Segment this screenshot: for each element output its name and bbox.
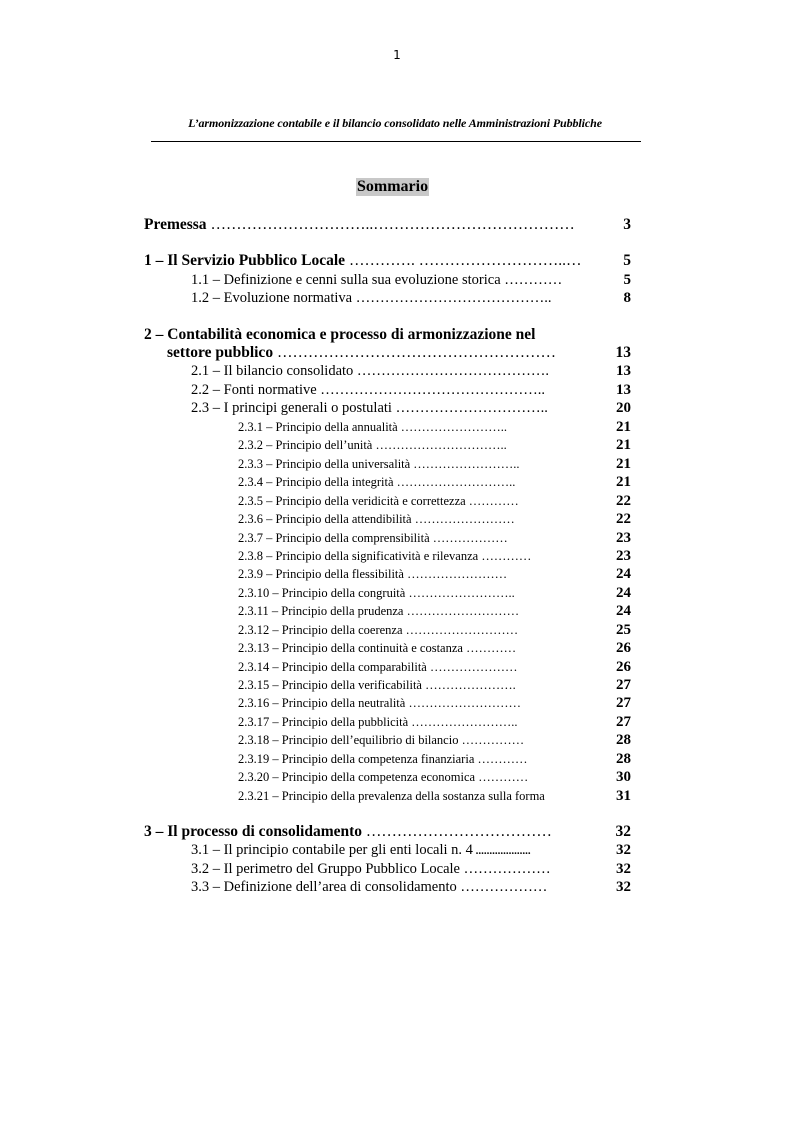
toc-entry-leader: ……………………………………………… xyxy=(273,344,556,361)
toc-entry-1-1[interactable] xyxy=(0,271,794,289)
toc-entry-text: 3 – Il processo di consolidamento xyxy=(144,823,363,840)
toc-entry-3-2[interactable] xyxy=(0,860,794,878)
toc-entry-text: 2.3.19 – Principio della competenza finanziaria ………… xyxy=(238,752,528,766)
toc-entry-text: 2.3 – I principi generali o postulati ………………………….. xyxy=(191,400,548,416)
page-number: 1 xyxy=(393,48,401,62)
toc-entry-page: 3 xyxy=(623,216,631,233)
toc-entry-2-3-20[interactable] xyxy=(0,768,794,786)
toc-entry-2-3-18[interactable] xyxy=(0,731,794,749)
toc-entry-page: 8 xyxy=(623,290,631,306)
toc-entry-text: 2.2 – Fonti normative ……………………………………….. xyxy=(191,382,546,398)
toc-entry-page: 30 xyxy=(616,769,631,785)
toc-entry-leader: …………………………..………………………………… xyxy=(206,216,575,233)
toc-entry-text: 2.3.5 – Principio della veridicità e correttezza ………… xyxy=(238,494,519,508)
toc-entry-text: 2.3.14 – Principio della comparabilità ………………… xyxy=(238,660,518,674)
toc-entry-text: 1 – Il Servizio Pubblico Locale xyxy=(144,252,346,269)
toc-entry-text: 3.2 – Il perimetro del Gruppo Pubblico Locale ……………… xyxy=(191,861,551,877)
toc-entry-text: 2.3.13 – Principio della continuità e costanza ………… xyxy=(238,641,517,655)
toc-entry-page: 5 xyxy=(623,252,631,269)
toc-entry-2-3-4[interactable] xyxy=(0,473,794,491)
toc-entry-page: 25 xyxy=(616,622,631,638)
toc-entry-page: 27 xyxy=(616,714,631,730)
toc-entry-2-3-19[interactable] xyxy=(0,750,794,768)
toc-entry-leader: .................... xyxy=(472,845,531,857)
toc-entry-2-3-16[interactable] xyxy=(0,694,794,712)
toc-entry-leader: ……………………………… xyxy=(362,823,552,840)
toc-entry-page: 20 xyxy=(616,400,631,416)
toc-entry-text: settore pubblico xyxy=(167,344,274,361)
toc-entry-page: 21 xyxy=(616,456,631,472)
toc-entry-2-3-3[interactable] xyxy=(0,455,794,473)
toc-entry-text: 2.3.21 – Principio della prevalenza della sostanza sulla forma xyxy=(238,789,545,803)
toc-entry-2-3[interactable] xyxy=(0,399,794,417)
toc-entry-2-3-7[interactable] xyxy=(0,529,794,547)
toc-entry-text: 2.3.2 – Principio dell’unità ………………………….. xyxy=(238,438,507,452)
toc-entry-page: 27 xyxy=(616,695,631,711)
toc-entry-2-3-6[interactable] xyxy=(0,510,794,528)
toc-entry-2-3-1[interactable] xyxy=(0,418,794,436)
toc-entry-page: 32 xyxy=(616,842,631,858)
toc-entry-chapter-2-line2[interactable] xyxy=(0,344,794,362)
toc-entry-2-3-15[interactable] xyxy=(0,676,794,694)
toc-entry-1-2[interactable] xyxy=(0,289,794,307)
toc-entry-text: 2.3.15 – Principio della verificabilità …………………. xyxy=(238,678,516,692)
toc-entry-3-3[interactable] xyxy=(0,878,794,896)
toc-entry-page: 28 xyxy=(616,751,631,767)
toc-entry-text: 1.2 – Evoluzione normativa ………………………………….. xyxy=(191,290,552,306)
toc-entry-page: 32 xyxy=(615,823,631,840)
toc-entry-page: 28 xyxy=(616,732,631,748)
toc-entry-page: 24 xyxy=(616,603,631,619)
toc-entry-page: 23 xyxy=(616,548,631,564)
toc-entry-2-3-9[interactable] xyxy=(0,565,794,583)
toc-title: Sommario xyxy=(357,178,429,195)
toc-entry-2-3-14[interactable] xyxy=(0,658,794,676)
toc-entry-2-3-21[interactable] xyxy=(0,787,794,805)
toc-entry-text: 2.3.6 – Principio della attendibilità …………………… xyxy=(238,512,515,526)
toc-entry-2-3-10[interactable] xyxy=(0,584,794,602)
toc-entry-page: 32 xyxy=(616,879,631,895)
toc-entry-text: 2.3.9 – Principio della flessibilità …………………… xyxy=(238,567,508,581)
toc-entry-text: 1.1 – Definizione e cenni sulla sua evoluzione storica ………… xyxy=(191,272,563,288)
toc-entry-text: 2.3.18 – Principio dell’equilibrio di bilancio …………… xyxy=(238,733,525,747)
running-header: L’armonizzazione contabile e il bilancio consolidato nelle Amministrazioni Pubbliche xyxy=(188,116,602,130)
toc-entry-page: 21 xyxy=(616,474,631,490)
toc-entry-page: 13 xyxy=(616,363,631,379)
toc-entry-text: 2.3.3 – Principio della universalità …………………….. xyxy=(238,457,520,471)
toc-entry-2-3-2[interactable] xyxy=(0,436,794,454)
toc-entry-text: 2.3.16 – Principio della neutralità ……………………… xyxy=(238,696,521,710)
toc-entry-page: 21 xyxy=(616,419,631,435)
toc-entry-2-3-11[interactable] xyxy=(0,602,794,620)
toc-entry-2-3-17[interactable] xyxy=(0,713,794,731)
toc-entry-premessa[interactable] xyxy=(0,216,794,234)
toc-entry-page: 26 xyxy=(616,659,631,675)
toc-entry-page: 13 xyxy=(615,344,631,361)
toc-entry-leader: …………. ………………………..… xyxy=(345,252,582,269)
toc-entry-page: 24 xyxy=(616,585,631,601)
toc-entry-page: 31 xyxy=(616,788,631,804)
toc-entry-text: 2.3.1 – Principio della annualità …………………….. xyxy=(238,420,508,434)
toc-entry-2-1[interactable] xyxy=(0,362,794,380)
toc-entry-text: 2.3.8 – Principio della significatività e rilevanza ………… xyxy=(238,549,532,563)
toc-entry-text: 3.1 – Il principio contabile per gli enti locali n. 4 xyxy=(191,842,473,858)
toc-entry-3-1[interactable] xyxy=(0,841,794,859)
toc-entry-text: 2.1 – Il bilancio consolidato …………………………………. xyxy=(191,363,550,379)
toc-entry-text: 3.3 – Definizione dell’area di consolidamento ……………… xyxy=(191,879,548,895)
toc-entry-text: Premessa xyxy=(144,216,207,233)
toc-entry-2-3-13[interactable] xyxy=(0,639,794,657)
toc-entry-2-3-5[interactable] xyxy=(0,492,794,510)
toc-entry-2-3-12[interactable] xyxy=(0,621,794,639)
toc-entry-text: 2.3.10 – Principio della congruità …………………….. xyxy=(238,586,515,600)
toc-entry-chapter-1[interactable] xyxy=(0,252,794,270)
toc-entry-chapter-3[interactable] xyxy=(0,823,794,841)
toc-entry-2-2[interactable] xyxy=(0,381,794,399)
toc-entry-page: 24 xyxy=(616,566,631,582)
toc-entry-text: 2.3.11 – Principio della prudenza ……………………… xyxy=(238,604,520,618)
toc-entry-page: 5 xyxy=(623,272,631,288)
toc-entry-text: 2.3.17 – Principio della pubblicità …………………….. xyxy=(238,715,518,729)
toc-entry-page: 27 xyxy=(616,677,631,693)
toc-entry-page: 26 xyxy=(616,640,631,656)
toc-entry-page: 23 xyxy=(616,530,631,546)
toc-entry-2-3-8[interactable] xyxy=(0,547,794,565)
toc-entry-text: 2.3.20 – Principio della competenza economica ………… xyxy=(238,770,529,784)
toc-entry-text: 2 – Contabilità economica e processo di armonizzazione nel xyxy=(144,326,536,343)
toc-entry-page: 32 xyxy=(616,861,631,877)
toc-entry-page: 22 xyxy=(616,511,631,527)
toc-entry-page: 21 xyxy=(616,437,631,453)
toc-entry-text: 2.3.7 – Principio della comprensibilità ……………… xyxy=(238,531,508,545)
toc-entry-text: 2.3.4 – Principio della integrità ……………………….. xyxy=(238,475,516,489)
toc-entry-page: 13 xyxy=(616,382,631,398)
toc-entry-page: 22 xyxy=(616,493,631,509)
toc-entry-text: 2.3.12 – Principio della coerenza ……………………… xyxy=(238,623,519,637)
toc-entry-chapter-2-line1[interactable] xyxy=(0,326,794,344)
header-rule xyxy=(151,141,641,142)
